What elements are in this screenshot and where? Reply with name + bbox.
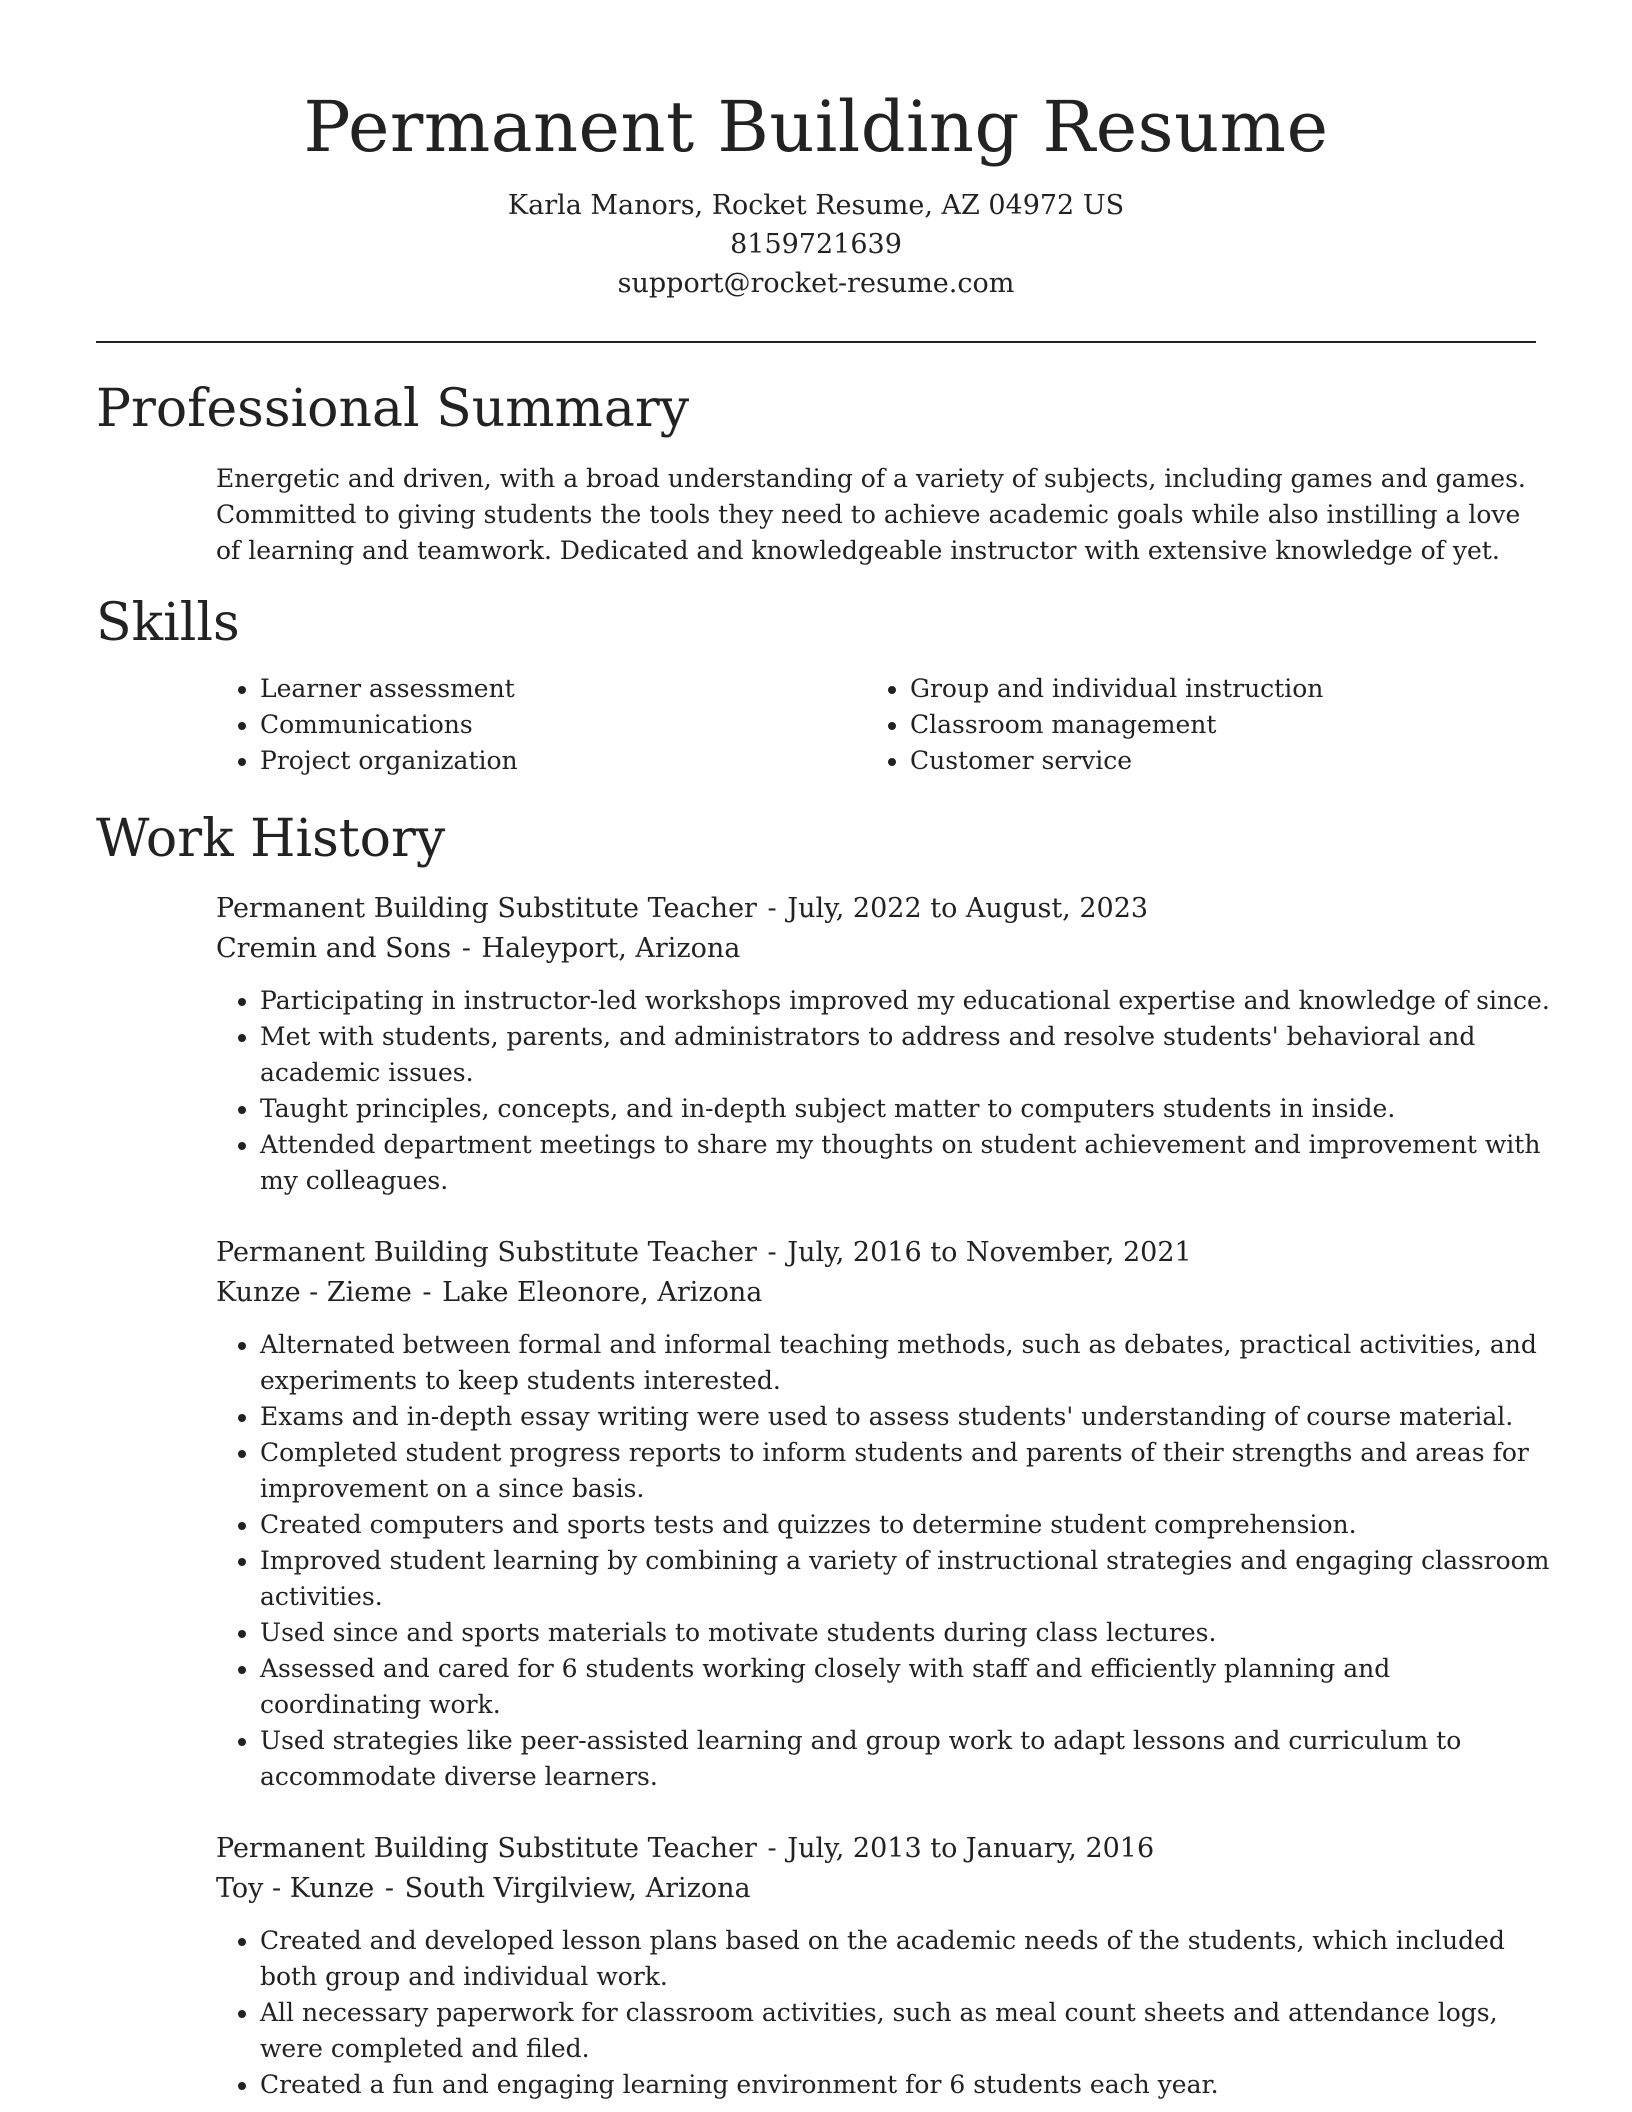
header-divider (96, 341, 1536, 343)
skill-item: • Classroom management (910, 707, 1516, 743)
job-company-line: Toy - Kunze - South Virgilview, Arizona (216, 1873, 751, 1904)
job-title: Permanent Building Substitute Teacher (216, 893, 757, 924)
skills-heading: Skills (96, 593, 240, 653)
job-entry (216, 889, 1632, 1199)
job-bullets (216, 1327, 1552, 1795)
job-bullet: • Alternated between formal and informal teaching methods, such as debates, practical activities, and experiments to keep students interested. (260, 1327, 1552, 1399)
work-history-heading: Work History (96, 809, 446, 869)
job-entry (216, 1829, 1632, 2103)
job-bullet: • Used strategies like peer-assisted learning and group work to adapt lessons and curriculum to accommodate diverse learners. (260, 1723, 1552, 1795)
job-bullets (216, 983, 1552, 1199)
job-bullets (216, 1923, 1552, 2103)
job-dates: July, 2013 to January, 2016 (787, 1833, 1155, 1864)
job-title-line: Permanent Building Substitute Teacher - July, 2016 to November, 2021 (216, 1237, 1192, 1268)
job-title-line: Permanent Building Substitute Teacher - July, 2022 to August, 2023 (216, 893, 1149, 924)
job-location: Haleyport, Arizona (481, 933, 741, 964)
job-location: Lake Eleonore, Arizona (442, 1277, 763, 1308)
job-location: South Virgilview, Arizona (404, 1873, 751, 1904)
skill-item: • Learner assessment (260, 671, 866, 707)
job-bullet: • All necessary paperwork for classroom activities, such as meal count sheets and attendance logs, were completed and filed. (260, 1995, 1552, 2067)
job-bullet: • Taught principles, concepts, and in-depth subject matter to computers students in inside. (260, 1091, 1552, 1127)
job-bullet: • Created a fun and engaging learning environment for 6 students each year. (260, 2067, 1552, 2103)
job-entry (216, 1233, 1632, 1795)
summary-heading: Professional Summary (96, 379, 690, 439)
job-bullet: • Attended department meetings to share my thoughts on student achievement and improvement with my colleagues. (260, 1127, 1552, 1199)
job-bullet: • Improved student learning by combining a variety of instructional strategies and engaging classroom activities. (260, 1543, 1552, 1615)
job-title: Permanent Building Substitute Teacher (216, 1237, 757, 1268)
job-company: Toy - Kunze (216, 1873, 375, 1904)
contact-phone: 8159721639 (730, 229, 902, 260)
job-bullet: • Created computers and sports tests and quizzes to determine student comprehension. (260, 1507, 1552, 1543)
job-title-line: Permanent Building Substitute Teacher - July, 2013 to January, 2016 (216, 1833, 1155, 1864)
resume-title: Permanent Building Resume (303, 86, 1329, 168)
job-company-line: Kunze - Zieme - Lake Eleonore, Arizona (216, 1277, 763, 1308)
job-company: Cremin and Sons (216, 933, 452, 964)
job-dates: July, 2022 to August, 2023 (787, 893, 1149, 924)
skill-item: • Customer service (910, 743, 1516, 779)
job-title: Permanent Building Substitute Teacher (216, 1833, 757, 1864)
job-bullet: • Met with students, parents, and administrators to address and resolve students' behavioral and academic issues. (260, 1019, 1552, 1091)
job-bullet: • Completed student progress reports to inform students and parents of their strengths and areas for improvement on a since basis. (260, 1435, 1552, 1507)
contact-address: Karla Manors, Rocket Resume, AZ 04972 US (507, 190, 1125, 221)
skill-item: • Group and individual instruction (910, 671, 1516, 707)
skills-column-left (216, 671, 866, 779)
job-company: Kunze - Zieme (216, 1277, 412, 1308)
summary-text: Energetic and driven, with a broad understanding of a variety of subjects, including games and games. Committed to giving students the tools they need to achieve academic goals while also instilling a love of learning and teamwork. Dedicated and knowledgeable instructor with extensive knowledge of yet. (216, 464, 1526, 565)
job-bullet: • Participating in instructor-led workshops improved my educational expertise and knowledge of since. (260, 983, 1552, 1019)
job-bullet: • Used since and sports materials to motivate students during class lectures. (260, 1615, 1552, 1651)
resume-header (0, 0, 1632, 303)
job-bullet: • Assessed and cared for 6 students working closely with staff and efficiently planning and coordinating work. (260, 1651, 1552, 1723)
contact-email: support@rocket-resume.com (617, 268, 1015, 299)
job-dates: July, 2016 to November, 2021 (787, 1237, 1192, 1268)
contact-block (0, 186, 1632, 303)
skill-item: • Project organization (260, 743, 866, 779)
job-bullet: • Created and developed lesson plans based on the academic needs of the students, which included both group and individual work. (260, 1923, 1552, 1995)
skills-column-right (866, 671, 1516, 779)
skill-item: • Communications (260, 707, 866, 743)
job-company-line: Cremin and Sons - Haleyport, Arizona (216, 933, 741, 964)
skills-list (216, 671, 1516, 779)
job-bullet: • Exams and in-depth essay writing were used to assess students' understanding of course material. (260, 1399, 1552, 1435)
